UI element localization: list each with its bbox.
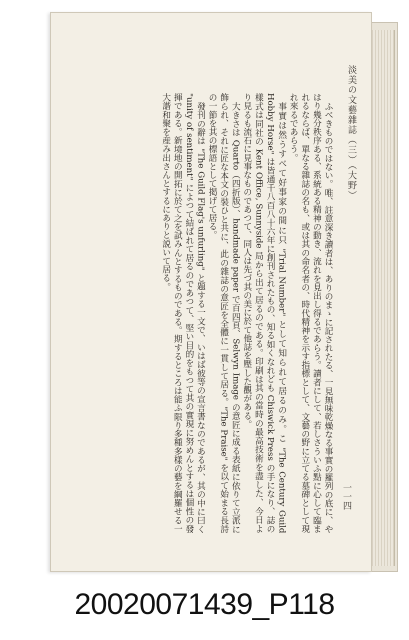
paragraph: 事實は然うすべて好事家の間に只 "Trial Number" として知られて居るのみ。こ "The Century Guild Hobby Horse" は皆通千八百八十六年に創刊されたもの、知る如くなれども Chiswick Press の手になり、誌の樣式は同社の Kent Office, Sunnyside 局から出て居るのである。印刷は其の當時の最高技術を盡した、今日より見るも流石に見事なものであつて、同人は先づ其の美に於て他誌を壓した觀がある。 [241, 93, 287, 533]
running-head: 淡美の文藝雜誌（三）（大野） [346, 65, 356, 201]
catalog-id-caption: 20020071439_P118 [74, 588, 335, 621]
paragraph: 發刊の辭は "The Guild Flag's unfurling" と題する一文で、いはば彼等の宣言書なのであるが、其の中に曰く "unity of sentiment" によつて結ばれて居るのであつて、堅い目的をもつて其の實現に努めんとするは個性の發揮である。新境地の開拓に於て之を試みんとするものである。期するところは能ふ限り多種多樣の藝を綱羅せる一大諧和聚を産み出さんとするにありと説いて居る。 [160, 93, 206, 533]
body-text [111, 93, 333, 533]
paragraph: ふべきものではない。唯、註意深き讀者は、ありのまゝに記されたる、一見無味乾燥なる事實の羅列の底に、やはり幾分秩序ある、系統ある精神の動き、流れを見出し得るであらう。讀者にして、若しさういふ點に心して臨まれるならば、單なる雜誌の名も、或は其の命名者の、時代精神を示す指標として、文藝の野に立てる墓碑として現れ來るであらう。 [288, 93, 333, 533]
page-number: 一一四 [341, 483, 351, 510]
book-page [50, 12, 372, 572]
page-edges [370, 30, 395, 566]
paragraph: 大きさは Quarto（四折版）、handmade paper で百四頁、Selwyn Image の意匠に成る表紙に依りて立派に飾られ、それに匠な本文の裝ひと共に、此の雜誌の意匠を全體に一貫して居る。"The Praise" を以て始まる長詩の一節を其の標語として掲げて居る。 [207, 93, 241, 533]
